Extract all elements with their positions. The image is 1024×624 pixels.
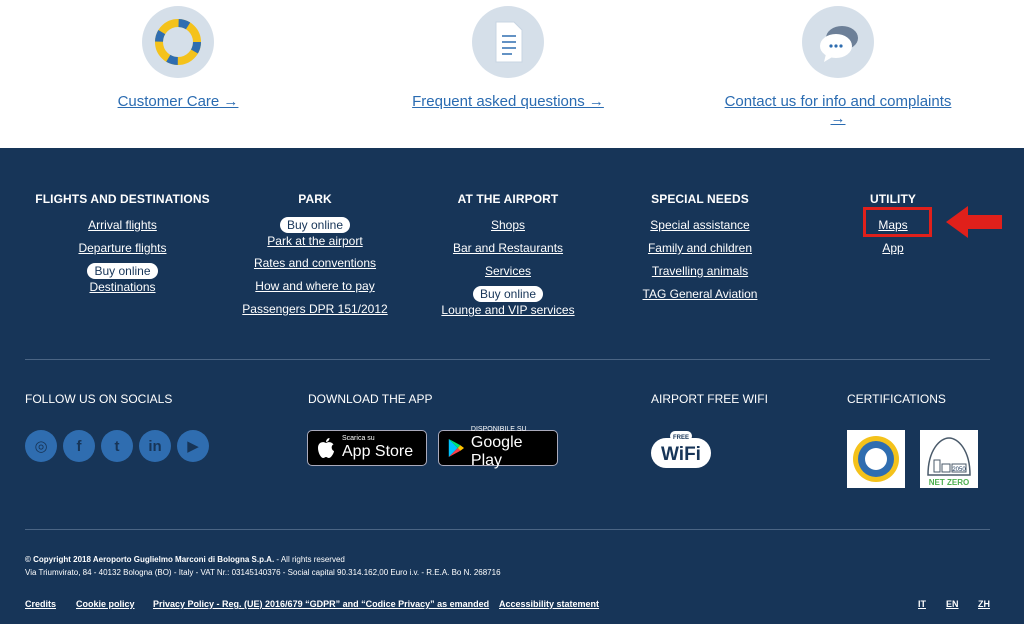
park-at-airport-link[interactable]: Park at the airport	[267, 234, 363, 248]
google-play-label: Google Play	[470, 434, 523, 469]
special-needs-column	[620, 192, 780, 306]
passengers-dpr-link[interactable]: Passengers DPR 151/2012	[242, 302, 388, 316]
socials-title: FOLLOW US ON SOCIALS	[25, 392, 173, 406]
divider	[25, 359, 990, 360]
google-play-caption: DISPONIBILE SU	[470, 426, 527, 433]
google-play-button[interactable]	[438, 426, 558, 469]
departure-flights-link[interactable]: Departure flights	[78, 241, 167, 255]
document-icon	[472, 6, 544, 78]
help-section	[0, 0, 1024, 148]
customer-care-block	[58, 6, 298, 111]
red-arrow-icon	[944, 204, 1004, 240]
wifi-label: WiFi	[661, 444, 701, 465]
wifi-title: AIRPORT FREE WIFI	[651, 392, 768, 406]
linkedin-icon[interactable]: in	[139, 430, 171, 462]
google-play-icon	[447, 437, 465, 459]
contact-block	[718, 6, 958, 128]
certifications-title: CERTIFICATIONS	[847, 392, 946, 406]
copyright-rights: - All rights reserved	[274, 555, 345, 564]
arrival-flights-link[interactable]: Arrival flights	[88, 218, 157, 232]
lounge-vip-link[interactable]: Lounge and VIP services	[441, 303, 575, 317]
park-title: PARK	[298, 192, 332, 206]
how-where-to-pay-link[interactable]: How and where to pay	[255, 279, 375, 293]
flights-title: FLIGHTS AND DESTINATIONS	[35, 192, 210, 206]
maps-highlight-box	[863, 207, 932, 237]
privacy-policy-link[interactable]: Privacy Policy - Reg. (UE) 2016/679 “GDPR” and “Codice Privacy” as emanded	[153, 599, 490, 609]
twitter-icon[interactable]: t	[101, 430, 133, 462]
special-assistance-link[interactable]: Special assistance	[650, 218, 750, 232]
net-zero-certification-logo	[920, 430, 978, 488]
chat-bubble-icon	[802, 6, 874, 78]
wifi-logo	[650, 430, 712, 470]
destinations-link[interactable]: Destinations	[89, 280, 156, 294]
airport-column	[428, 192, 588, 321]
shops-link[interactable]: Shops	[490, 218, 526, 232]
copyright-company: © Copyright 2018 Aeroporto Guglielmo Marconi di Bologna S.p.A.	[25, 555, 275, 564]
buy-online-badge[interactable]: Buy online	[87, 263, 157, 279]
services-link[interactable]: Services	[484, 264, 531, 278]
app-store-caption: Scarica su	[342, 435, 375, 442]
cert-year: 2050	[952, 467, 966, 473]
copyright-line	[25, 555, 345, 564]
youtube-icon[interactable]: ▶	[177, 430, 209, 462]
buy-online-badge[interactable]: Buy online	[280, 217, 350, 233]
language-zh-link[interactable]: ZH	[978, 599, 990, 609]
faq-block	[388, 6, 628, 111]
app-link[interactable]: App	[882, 241, 904, 255]
instagram-icon[interactable]: ◎	[25, 430, 57, 462]
buy-online-badge[interactable]: Buy online	[473, 286, 543, 302]
credits-link[interactable]: Credits	[25, 599, 57, 609]
bar-restaurants-link[interactable]: Bar and Restaurants	[452, 241, 564, 255]
app-store-button[interactable]	[307, 430, 427, 466]
utility-title: UTILITY	[869, 192, 917, 206]
accessibility-link[interactable]: Accessibility statement	[499, 599, 600, 609]
customer-care-link[interactable]: Customer Care →	[117, 93, 239, 110]
net-zero-label: NET ZERO	[928, 478, 970, 487]
language-it-link[interactable]: IT	[918, 599, 926, 609]
contact-link[interactable]: Contact us for info and complaints →	[724, 93, 952, 127]
special-needs-title: SPECIAL NEEDS	[651, 192, 749, 206]
wifi-free-label: FREE	[672, 435, 690, 441]
aci-certification-logo	[847, 430, 905, 488]
travelling-animals-link[interactable]: Travelling animals	[651, 264, 749, 278]
airport-title: AT THE AIRPORT	[457, 192, 559, 206]
language-en-link[interactable]: EN	[946, 599, 959, 609]
divider	[25, 529, 990, 530]
download-title: DOWNLOAD THE APP	[308, 392, 433, 406]
tag-general-aviation-link[interactable]: TAG General Aviation	[642, 287, 758, 301]
rates-link[interactable]: Rates and conventions	[253, 256, 377, 270]
facebook-icon[interactable]: f	[63, 430, 95, 462]
faq-link[interactable]: Frequent asked questions →	[412, 93, 604, 110]
footer	[0, 148, 1024, 624]
app-store-label: App Store	[342, 443, 414, 460]
cookie-policy-link[interactable]: Cookie policy	[76, 599, 135, 609]
flights-column	[30, 192, 215, 298]
family-children-link[interactable]: Family and children	[647, 241, 753, 255]
lifebuoy-icon	[142, 6, 214, 78]
company-address: Via Triumvirato, 84 - 40132 Bologna (BO) - Italy - VAT Nr.: 03145140376 - Social capital 90.314.162,00 Euro i.v. - R.E.A. Bo N. 268716	[25, 568, 501, 577]
apple-icon	[316, 437, 336, 459]
park-column	[235, 192, 395, 321]
maps-link[interactable]: Maps	[878, 218, 908, 232]
